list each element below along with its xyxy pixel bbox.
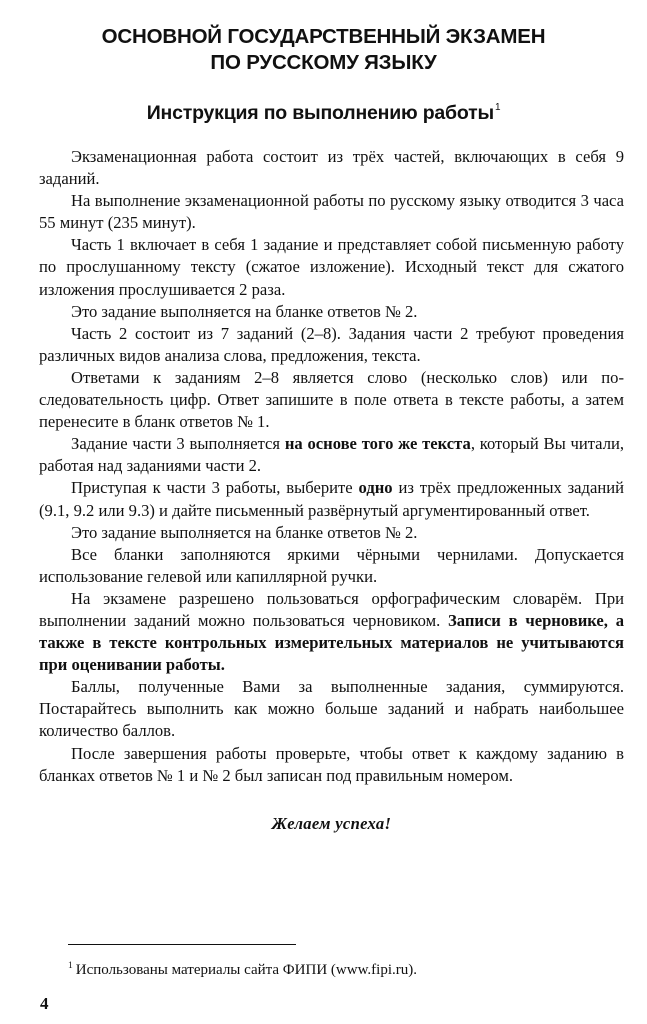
paragraph-part-1: Часть 1 включает в себя 1 задание и представляет собой письменную работу по прослушанному тексту (сжатое изложение). Исходный текст для сжатого изложения прослушивается 2 раза. (39, 235, 624, 299)
paragraph-scores: Баллы, полученные Вами за выполненные задания, суммируются. Постарайтесь выполнить как можно больше заданий и набрать наибольшее количество баллов. (39, 677, 624, 741)
instructions-heading (0, 100, 647, 126)
closing-wish: Желаем успеха! (271, 813, 392, 833)
instructions-body (39, 146, 624, 835)
paragraph-ink: Все бланки заполняются яркими чёрными чернилами. Допускается использование гелевой или капиллярной ручки. (39, 544, 624, 586)
paragraph-time-limit: На выполнение экзаменационной работы по русскому языку отводится 3 часа 55 минут (235 минут). (39, 191, 624, 233)
paragraph-check: После завершения работы проверьте, чтобы ответ к каждому заданию в бланках ответов № 1 и № 2 был записан под правильным номером. (39, 743, 624, 785)
footnote-divider (68, 944, 296, 945)
page-number: 4 (40, 994, 49, 1013)
heading-footnote-mark: 1 (494, 102, 501, 113)
paragraph-part-3-choice-after: из трёх предложенных заданий (9.1, 9.2 или 9.3) и дайте письменный развёрнутый аргументированный ответ. (39, 478, 624, 520)
paragraph-part-3-choice-bold: одно (358, 478, 393, 498)
paragraph-part-3-before: Задание части 3 выполняется (71, 434, 285, 454)
paragraph-parts-count: Экзаменационная работа состоит из трёх частей, включающих в себя 9 заданий. (39, 147, 624, 189)
paragraph-part-1-form: Это задание выполняется на бланке ответов № 2. (71, 301, 418, 321)
exam-title-line-2: ПО РУССКОМУ ЯЗЫКУ (210, 51, 437, 74)
paragraph-part-2: Часть 2 состоит из 7 заданий (2–8). Задания части 2 требуют проведения различных видов анализа слова, предложения, текста. (39, 323, 624, 365)
page-header (0, 24, 647, 76)
paragraph-part-3-choice-before: Приступая к части 3 работы, выберите (71, 478, 359, 498)
paragraph-part-3-bold: на основе того же текста (284, 434, 471, 454)
paragraph-part-3 (39, 433, 624, 477)
footnote-mark: 1 (68, 961, 73, 971)
paragraph-dictionary (39, 588, 624, 676)
paragraph-part-3-form: Это задание выполняется на бланке ответов № 2. (71, 522, 418, 542)
footnote-text: Использованы материалы сайта ФИПИ (www.fipi.ru). (75, 962, 417, 978)
paragraph-part-3-after: , который Вы читали, работая над заданиями части 2. (39, 434, 625, 476)
paragraph-dictionary-bold: Записи в черновике, а также в тексте контрольных измерительных материалов не учитываются при оценивании работы. (39, 610, 624, 675)
footnote (68, 960, 628, 980)
paragraph-part-2-answers: Ответами к заданиям 2–8 является слово (несколько слов) или последовательность цифр. Ответ запишите в поле ответа в тексте работы, а затем перенесите в бланк ответов № 1. (39, 367, 624, 432)
exam-title-line-1: ОСНОВНОЙ ГОСУДАРСТВЕННЫЙ ЭКЗАМЕН (101, 25, 546, 48)
paragraph-part-3-choice (39, 477, 624, 521)
instructions-heading-text: Инструкция по выполнению работы (146, 102, 494, 124)
paragraph-dictionary-before: На экзамене разрешено пользоваться орфографическим словарём. При выполнении заданий можно пользоваться черновиком. (39, 588, 624, 630)
